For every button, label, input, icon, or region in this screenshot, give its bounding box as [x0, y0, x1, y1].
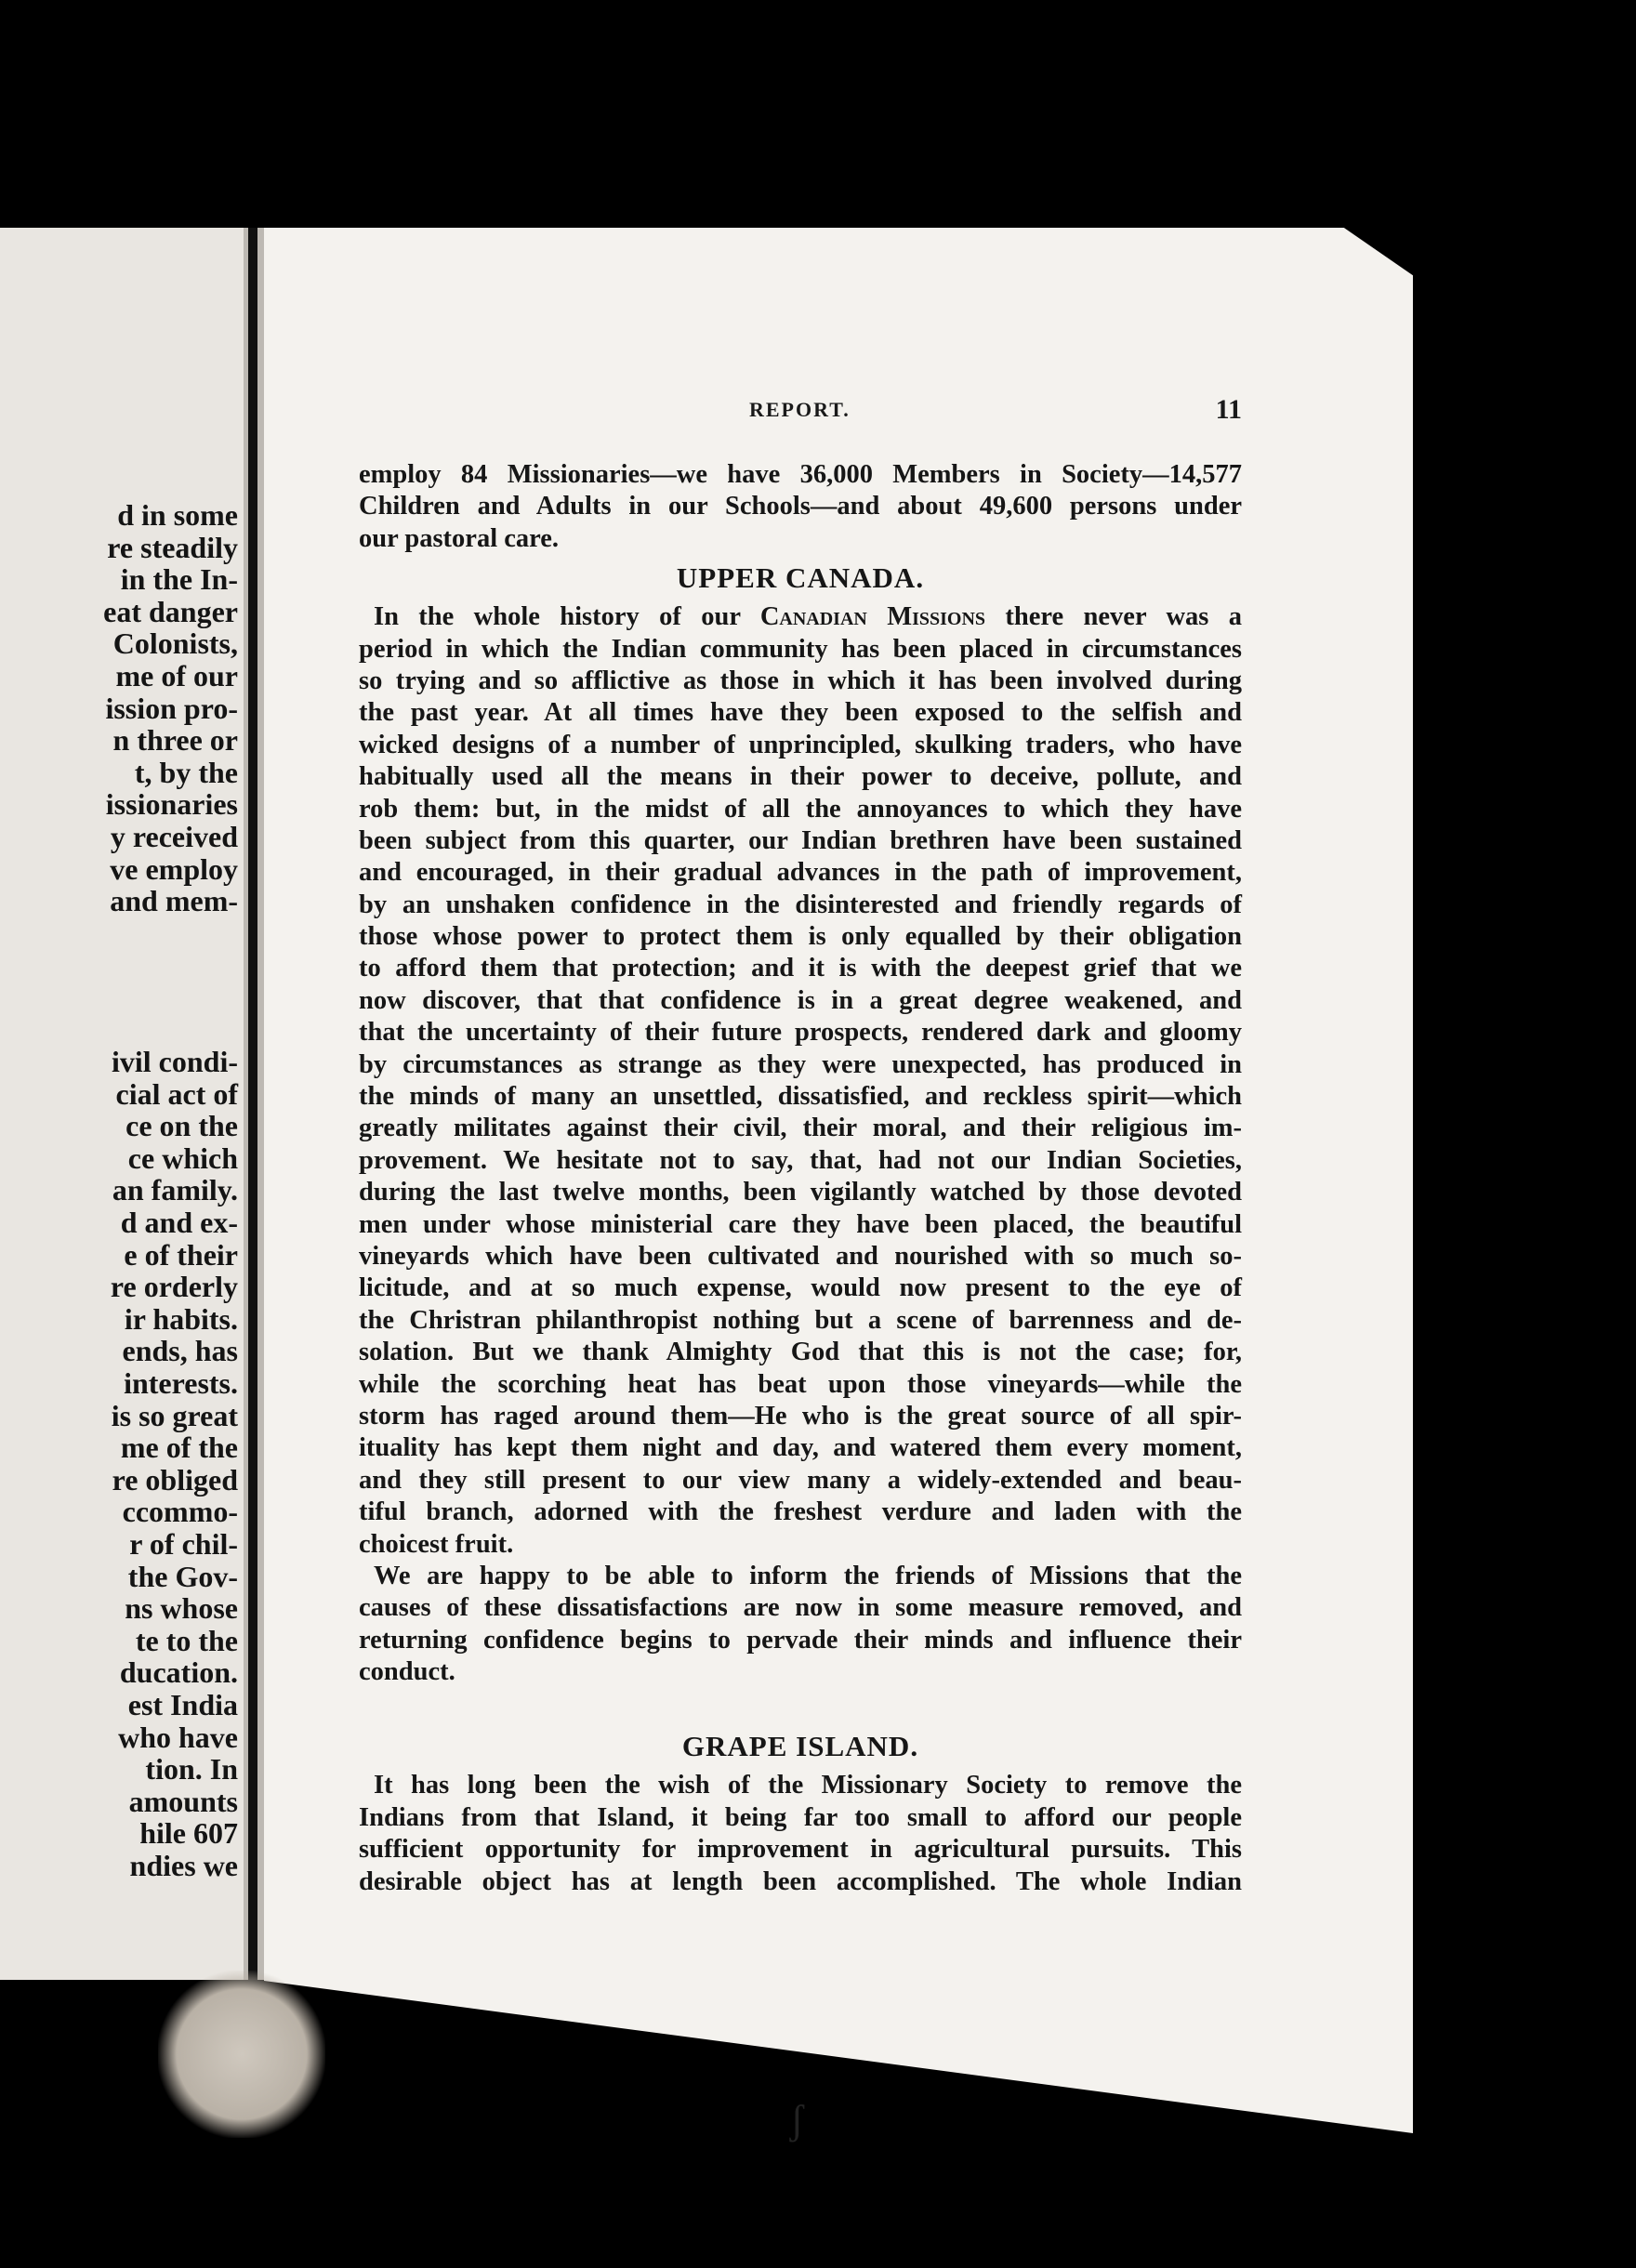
text-line: te to the: [135, 1623, 238, 1657]
page-number: 11: [1215, 394, 1242, 425]
text-line: the Christran philanthropist nothing but a scene of barrenness and de-: [359, 1305, 1242, 1335]
text-line: during the last twelve months, been vigilantly watched by those devoted: [359, 1178, 1242, 1207]
text-line: so trying and so afflictive as those in which it has been involved during: [359, 666, 1242, 695]
text-line: the Gov-: [127, 1559, 238, 1593]
paragraph-upper-canada-2: [359, 1561, 1242, 1689]
running-head: REPORT.: [749, 398, 851, 421]
text-line: in the In-: [120, 562, 238, 597]
text-line: now discover, that that confidence is in a great degree weakened, and: [359, 985, 1242, 1015]
text-line: ituality has kept them night and day, and watered them every moment,: [359, 1433, 1242, 1463]
text-line: to afford them that protection; and it is with the deepest grief that we: [359, 954, 1242, 983]
text-line: re orderly: [110, 1270, 238, 1304]
text-line: cial act of: [115, 1076, 238, 1111]
text-line: ndies we: [129, 1848, 238, 1882]
intro-paragraph: [359, 459, 1242, 555]
text-line: desirable object has at length been accomplished. The whole Indian: [359, 1866, 1242, 1896]
text-line: amounts: [128, 1784, 238, 1818]
text-line: ducation.: [119, 1655, 238, 1690]
text-line: by circumstances as strange as they were unexpected, has produced in: [359, 1049, 1242, 1079]
text-line: and mem-: [110, 884, 238, 918]
binding-shadow: [248, 228, 257, 1980]
canadian-missions: Canadian Missions: [759, 602, 986, 632]
text-line: y received: [110, 819, 238, 853]
text-line: t, by the: [134, 755, 238, 789]
text-line: men under whose ministerial care they have been placed, the beautiful: [359, 1209, 1242, 1239]
text-line: and they still present to our view many a widely-extended and beau-: [359, 1465, 1242, 1495]
text-line: me of the: [120, 1431, 238, 1465]
text-line: It has long been the wish of the Missionary Society to remove the: [374, 1771, 1242, 1800]
text-line: me of our: [115, 658, 238, 692]
text-line: Indians from that Island, it being far too small to afford our people: [359, 1802, 1242, 1832]
text-line: ission pro-: [105, 691, 238, 725]
text-line: In the whole history of our Canadian Missions there never was a: [374, 602, 1242, 632]
text-line: Colonists,: [112, 626, 238, 661]
text-line: ir habits.: [124, 1301, 238, 1336]
text-line: licitude, and at so much expense, would now present to the eye of: [359, 1273, 1242, 1303]
text-line: choicest fruit.: [359, 1529, 514, 1559]
text-line: while the scorching heat has beat upon those vineyards—while the: [359, 1369, 1242, 1399]
text-line: r of chil-: [129, 1527, 238, 1561]
text-line: solation. But we thank Almighty God that this is not the case; for,: [359, 1338, 1242, 1367]
text-line: provement. We hesitate not to say, that, had not our Indian Societies,: [359, 1145, 1242, 1175]
text-line: ce which: [127, 1141, 238, 1175]
text-line: rob them: but, in the midst of all the annoyances to which they have: [359, 794, 1242, 824]
facing-page: [0, 228, 244, 1980]
text-line: n three or: [112, 723, 238, 758]
body-text: [359, 459, 1242, 1898]
text-line: d and ex-: [120, 1206, 238, 1240]
page-header: [359, 394, 1242, 441]
text-line: returning confidence begins to pervade their minds and influence their: [359, 1625, 1242, 1655]
text-line: ivil condi-: [111, 1045, 238, 1079]
text-line: [6, 949, 238, 982]
text-line: conduct.: [359, 1657, 455, 1687]
paragraph-grape-island: [359, 1770, 1242, 1898]
text-line: been subject from this quarter, our Indian brethren have been sustained: [359, 825, 1242, 855]
text-line: eat danger: [103, 594, 238, 628]
text-line: d in some: [117, 498, 238, 532]
text-line: habitually used all the means in their power to deceive, pollute, and: [359, 762, 1242, 792]
text-line: est India: [127, 1687, 238, 1721]
text-line: issionaries: [105, 787, 238, 822]
text-line: sufficient opportunity for improvement in agricultural pursuits. This: [359, 1835, 1242, 1865]
text-line: the past year. At all times have they been exposed to the selfish and: [359, 698, 1242, 728]
text-line: and encouraged, in their gradual advances in the path of improvement,: [359, 858, 1242, 888]
text-line: ends, has: [122, 1334, 238, 1368]
text-line: period in which the Indian community has been placed in circumstances: [359, 634, 1242, 664]
text-line: re steadily: [107, 530, 238, 564]
text-line: storm has raged around them—He who is the great source of all spir-: [359, 1401, 1242, 1431]
pencil-mark: ʃ: [790, 2097, 804, 2143]
text-line: tion. In: [145, 1752, 238, 1787]
section-heading-upper-canada: UPPER CANADA.: [676, 561, 925, 595]
text-line: ns whose: [125, 1591, 238, 1626]
text-line: We are happy to be able to inform the friends of Missions that the: [374, 1561, 1242, 1590]
text-line: ve employ: [110, 851, 238, 886]
text-line: e of their: [124, 1237, 238, 1272]
section-heading-grape-island: GRAPE ISLAND.: [681, 1730, 919, 1763]
text-line: interests.: [124, 1366, 238, 1401]
text-line: greatly militates against their civil, their moral, and their religious im-: [359, 1114, 1242, 1143]
text-line: ccommo-: [122, 1495, 238, 1529]
text-line: is so great: [111, 1398, 238, 1432]
text-line: those whose power to protect them is only equalled by their obligation: [359, 922, 1242, 952]
text-line: [6, 982, 238, 1014]
text-line: ce on the: [125, 1109, 238, 1143]
text-line: [6, 1014, 238, 1047]
text-line: our pastoral care.: [359, 523, 560, 553]
page-stain: [158, 1971, 325, 2138]
text-line: causes of these dissatisfactions are now in some measure removed, and: [359, 1593, 1242, 1623]
text-line: re obliged: [112, 1462, 238, 1497]
text-line: wicked designs of a number of unprincipled, skulking traders, who have: [359, 730, 1242, 759]
text-line: the minds of many an unsettled, dissatisfied, and reckless spirit—which: [359, 1082, 1242, 1112]
paragraph-upper-canada-1: [359, 601, 1242, 1561]
text-line: who have: [118, 1720, 238, 1754]
text-line: tiful branch, adorned with the freshest verdure and laden with the: [359, 1497, 1242, 1527]
text-line: [6, 917, 238, 950]
text-line: employ 84 Missionaries—we have 36,000 Members in Society—14,577: [359, 460, 1242, 489]
text-line: vineyards which have been cultivated and nourished with so much so-: [359, 1241, 1242, 1271]
text-line: that the uncertainty of their future prospects, rendered dark and gloomy: [359, 1018, 1242, 1048]
text-line: an family.: [112, 1173, 238, 1207]
text-line: hile 607: [139, 1816, 238, 1851]
facing-page-text: [6, 499, 238, 1882]
text-line: Children and Adults in our Schools—and about 49,600 persons under: [359, 492, 1242, 521]
text-line: by an unshaken confidence in the disinterested and friendly regards of: [359, 890, 1242, 919]
